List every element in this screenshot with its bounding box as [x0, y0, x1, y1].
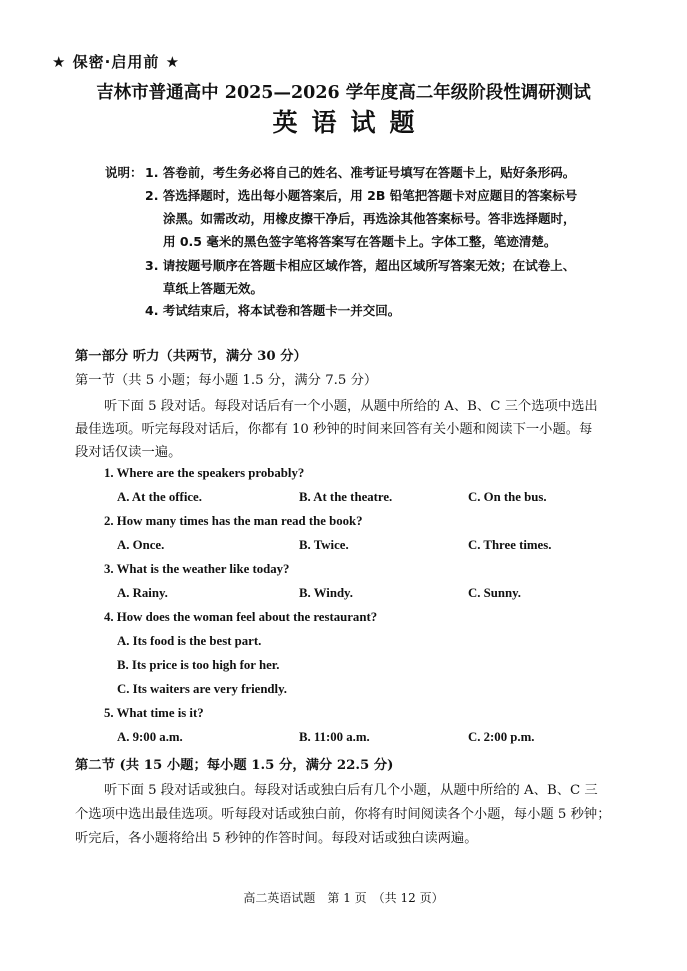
instruction-line: 涂黑。如需改动，用橡皮擦干净后，再选涂其他答案标号。答非选择题时， — [163, 211, 576, 226]
section1-title: 第一节（共 5 小题；每小题 1.5 分，满分 7.5 分） — [75, 373, 378, 388]
instructions-lead: 说明： — [105, 165, 143, 180]
section2-directions: 听完后，各小题将给出 5 秒钟的作答时间。每段对话或独白读两遍。 — [75, 831, 478, 846]
option-b: B. At the theatre. — [299, 490, 393, 504]
subject-title: 英语试题 — [272, 108, 429, 137]
section2-title: 第二节 (共 15 小题；每小题 1.5 分，满分 22.5 分) — [75, 758, 394, 773]
option-a: A. Rainy. — [117, 586, 168, 600]
instruction-line: 草纸上答题无效。 — [163, 281, 264, 296]
confidential-label: ★ 保密·启用前 ★ — [52, 53, 181, 71]
instruction-line: 4. 考试结束后，将本试卷和答题卡一并交回。 — [145, 303, 401, 318]
option-c: C. Three times. — [468, 538, 552, 552]
instruction-line: 2. 答选择题时，选出每小题答案后，用 2B 铅笔把答题卡对应题目的答案标号 — [145, 188, 578, 203]
option-c: C. Its waiters are very friendly. — [117, 682, 287, 696]
option-b: B. Windy. — [299, 586, 353, 600]
option-a: A. 9:00 a.m. — [117, 730, 183, 744]
section1-directions: 段对话仅读一遍。 — [75, 445, 182, 460]
option-a: A. Once. — [117, 538, 165, 552]
section1-directions: 最佳选项。听完每段对话后，你都有 10 秒钟的时间来回答有关小题和阅读下一小题。每 — [75, 422, 593, 437]
instruction-line: 3. 请按题号顺序在答题卡相应区域作答，超出区域所写答案无效；在试卷上、 — [145, 258, 576, 273]
page-footer: 高二英语试题 第 1 页 （共 12 页） — [243, 891, 444, 905]
instruction-line: 用 0.5 毫米的黑色签字笔将答案写在答题卡上。字体工整，笔迹清楚。 — [163, 234, 557, 249]
section2-directions: 听下面 5 段对话或独白。每段对话或独白后有几个小题，从题中所给的 A、B、C 三 — [104, 783, 598, 798]
question-1: 1. Where are the speakers probably? — [104, 466, 305, 480]
question-2: 2. How many times has the man read the book? — [104, 514, 363, 528]
option-c: C. 2:00 p.m. — [468, 730, 535, 744]
option-b: B. Twice. — [299, 538, 349, 552]
option-b: B. Its price is too high for her. — [117, 658, 280, 672]
instruction-line: 1. 答卷前，考生务必将自己的姓名、准考证号填写在答题卡上，贴好条形码。 — [145, 165, 576, 180]
option-c: C. Sunny. — [468, 586, 521, 600]
question-5: 5. What time is it? — [104, 706, 204, 720]
section2-directions: 个选项中选出最佳选项。听每段对话或独白前，你将有时间阅读各个小题，每小题 5 秒钟； — [75, 807, 611, 822]
question-4: 4. How does the woman feel about the restaurant? — [104, 610, 378, 624]
option-c: C. On the bus. — [468, 490, 547, 504]
school-title: 吉林市普通高中 2025—2026 学年度高二年级阶段性调研测试 — [96, 83, 591, 103]
question-3: 3. What is the weather like today? — [104, 562, 290, 576]
option-a: A. Its food is the best part. — [117, 634, 262, 648]
option-b: B. 11:00 a.m. — [299, 730, 370, 744]
part1-title: 第一部分 听力（共两节，满分 30 分） — [75, 349, 307, 364]
section1-directions: 听下面 5 段对话。每段对话后有一个小题，从题中所给的 A、B、C 三个选项中选出 — [104, 399, 598, 414]
option-a: A. At the office. — [117, 490, 202, 504]
